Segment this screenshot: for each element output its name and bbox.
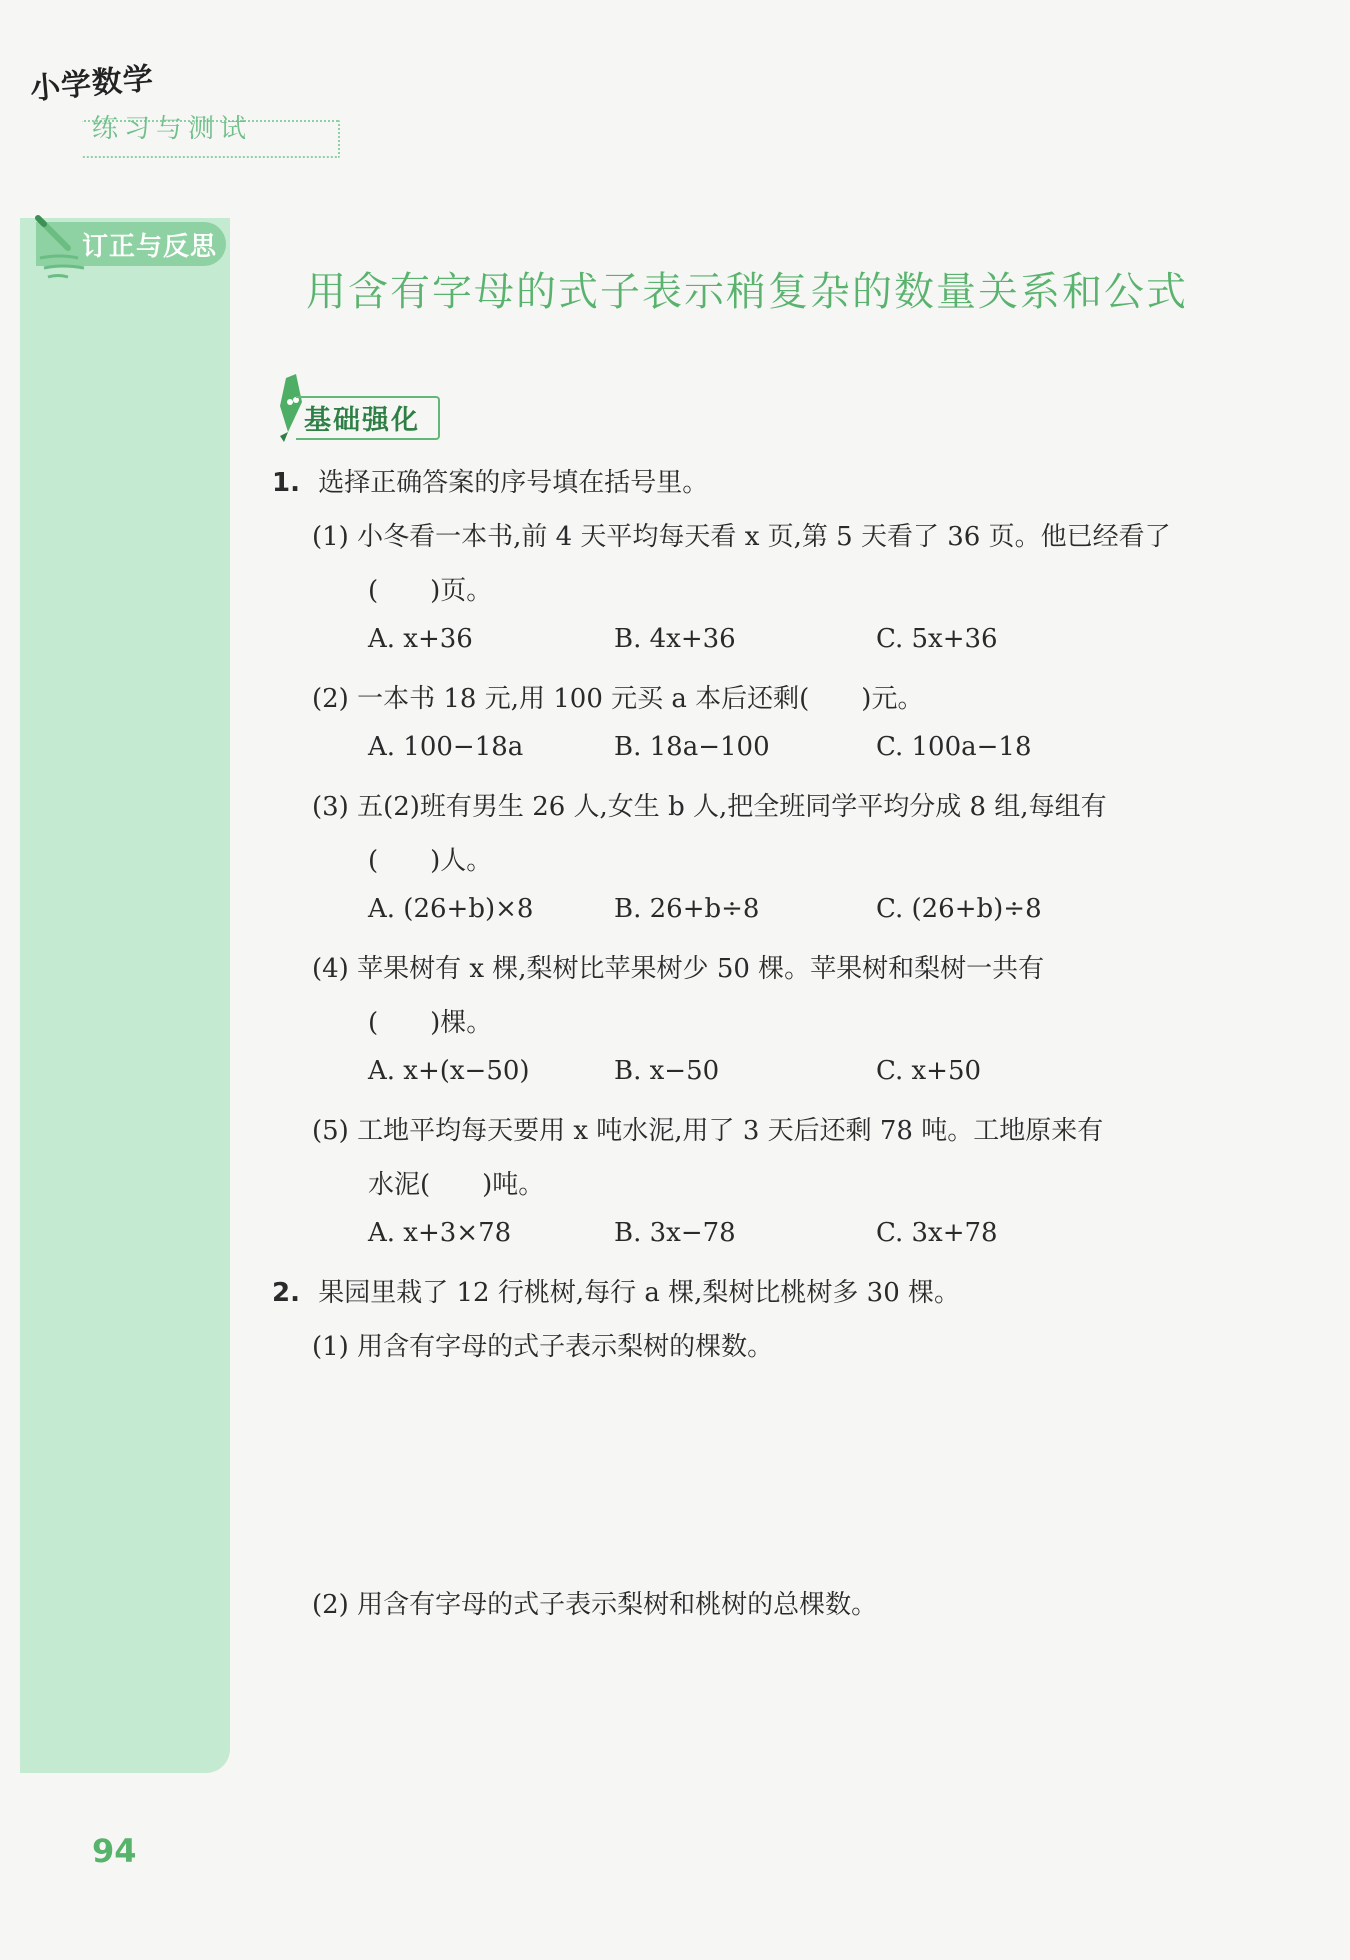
- item-1-line-1: (1) 小冬看一本书,前 4 天平均每天看 x 页,第 5 天看了 36 页。他已经看了: [312, 522, 1171, 552]
- correction-sidebar: [20, 218, 230, 1773]
- question-2-part-2: (2) 用含有字母的式子表示梨树和桃树的总棵数。: [312, 1590, 878, 1620]
- item-4-line-2: ( )棵。: [368, 1008, 493, 1038]
- option-c: C. 3x+78: [876, 1218, 998, 1248]
- question-number: 2.: [272, 1278, 300, 1308]
- item-3-line-2: ( )人。: [368, 846, 493, 876]
- item-5-line-2: 水泥( )吨。: [368, 1170, 545, 1200]
- brand-title: 小学数学: [28, 61, 156, 107]
- option-b: B. 26+b÷8: [614, 894, 760, 924]
- option-b: B. 4x+36: [614, 624, 736, 654]
- section-title: 基础强化: [304, 405, 420, 436]
- option-b: B. x−50: [614, 1056, 720, 1086]
- question-text: 选择正确答案的序号填在括号里。: [318, 468, 709, 498]
- item-5-line-1: (5) 工地平均每天要用 x 吨水泥,用了 3 天后还剩 78 吨。工地原来有: [312, 1116, 1104, 1146]
- question-1: [272, 462, 708, 499]
- question-2-part-1: (1) 用含有字母的式子表示梨树的棵数。: [312, 1332, 774, 1362]
- question-number: 1.: [272, 468, 300, 498]
- item-4-line-1: (4) 苹果树有 x 棵,梨树比苹果树少 50 棵。苹果树和梨树一共有: [312, 954, 1045, 984]
- page-title: 用含有字母的式子表示稍复杂的数量关系和公式: [306, 269, 1188, 315]
- item-2-line-1: (2) 一本书 18 元,用 100 元买 a 本后还剩( )元。: [312, 684, 924, 714]
- option-c: C. (26+b)÷8: [876, 894, 1042, 924]
- brand-subtitle: 练习与测试: [92, 114, 253, 144]
- item-1-line-2: ( )页。: [368, 576, 493, 606]
- item-3-line-1: (3) 五(2)班有男生 26 人,女生 b 人,把全班同学平均分成 8 组,每组有: [312, 792, 1107, 822]
- option-a: A. x+(x−50): [368, 1056, 530, 1086]
- question-2: [272, 1272, 960, 1309]
- question-text: 果园里栽了 12 行桃树,每行 a 棵,梨树比桃树多 30 棵。: [318, 1278, 961, 1308]
- option-c: C. x+50: [876, 1056, 982, 1086]
- option-c: C. 5x+36: [876, 624, 998, 654]
- sidebar-title: 订正与反思: [82, 232, 218, 262]
- option-a: A. 100−18a: [368, 732, 524, 762]
- option-b: B. 18a−100: [614, 732, 770, 762]
- option-b: B. 3x−78: [614, 1218, 736, 1248]
- option-a: A. (26+b)×8: [368, 894, 534, 924]
- option-a: A. x+3×78: [368, 1218, 512, 1248]
- option-a: A. x+36: [368, 624, 473, 654]
- option-c: C. 100a−18: [876, 732, 1032, 762]
- page-number: 94: [92, 1832, 137, 1870]
